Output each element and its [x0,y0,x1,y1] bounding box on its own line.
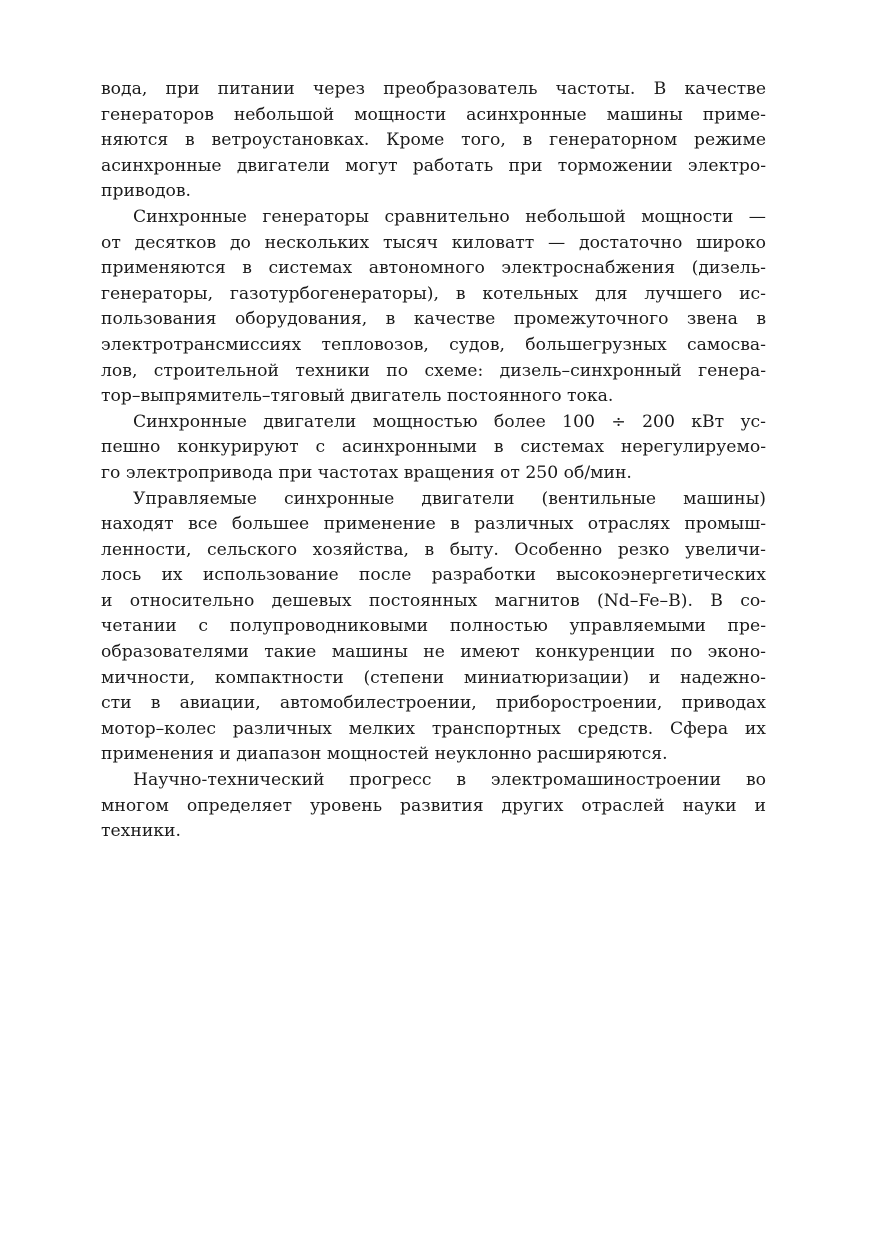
text-line: генераторов небольшой мощности асинхронные машины приме- [101,104,766,125]
paragraph-sync-generators [101,205,766,410]
text-line: и относительно дешевых постоянных магнитов (Nd–Fe–B). В со- [101,590,766,611]
text-line: вода, при питании через преобразователь частоты. В качестве [101,79,766,99]
paragraph-generators-async [101,77,766,205]
text-line: образователями такие машины не имеют конкуренции по эконо- [101,642,766,663]
paragraph-progress [101,768,766,845]
document-page [101,77,766,845]
text-line: лов, строительной техники по схеме: дизель–синхронный генера- [101,360,766,381]
text-line: ленности, сельского хозяйства, в быту. Особенно резко увеличи- [101,539,766,560]
text-line: электротрансмиссиях тепловозов, судов, большегрузных самосва- [101,334,766,355]
text-line: применения и диапазон мощностей неуклонно расширяются. [101,744,668,765]
text-line: находят все большее применение в различных отраслях промыш- [101,514,766,535]
text-line: приводов. [101,181,192,202]
paragraph-sync-motors [101,410,766,487]
text-line: генераторы, газотурбогенераторы), в котельных для лучшего ис- [101,283,766,304]
text-line: Управляемые синхронные двигатели (вентильные машины) [133,488,766,509]
text-line: го электропривода при частотах вращения от 250 об/мин. [101,462,632,483]
text-line: сти в авиации, автомобилестроении, приборостроении, приводах [101,693,766,714]
text-line: Синхронные двигатели мощностью более 100 ÷ 200 кВт ус- [133,411,766,432]
text-line: четании с полупроводниковыми полностью управляемыми пре- [101,616,766,637]
text-line: Научно-технический прогресс в электромашиностроении во [133,770,766,791]
text-line: мотор–колес различных мелких транспортных средств. Сфера их [101,718,766,739]
text-line: тор–выпрямитель–тяговый двигатель постоянного тока. [101,386,614,407]
text-line: лось их использование после разработки высокоэнергетических [101,565,766,586]
text-line: применяются в системах автономного электроснабжения (дизель- [101,258,766,279]
text-line: многом определяет уровень развития других отраслей науки и [101,795,766,816]
text-line: асинхронные двигатели могут работать при торможении электро- [101,155,766,176]
text-line: няются в ветроустановках. Кроме того, в генераторном режиме [101,130,766,151]
text-line: техники. [101,821,181,842]
text-line: Синхронные генераторы сравнительно небольшой мощности — [133,206,766,227]
text-line: пользования оборудования, в качестве промежуточного звена в [101,309,766,330]
text-line: от десятков до нескольких тысяч киловатт — достаточно широко [101,232,766,253]
text-line: мичности, компактности (степени миниатюризации) и надежно- [101,667,766,688]
text-line: пешно конкурируют с асинхронными в системах нерегулируемо- [101,437,766,458]
paragraph-controlled-sync-motors [101,487,766,769]
